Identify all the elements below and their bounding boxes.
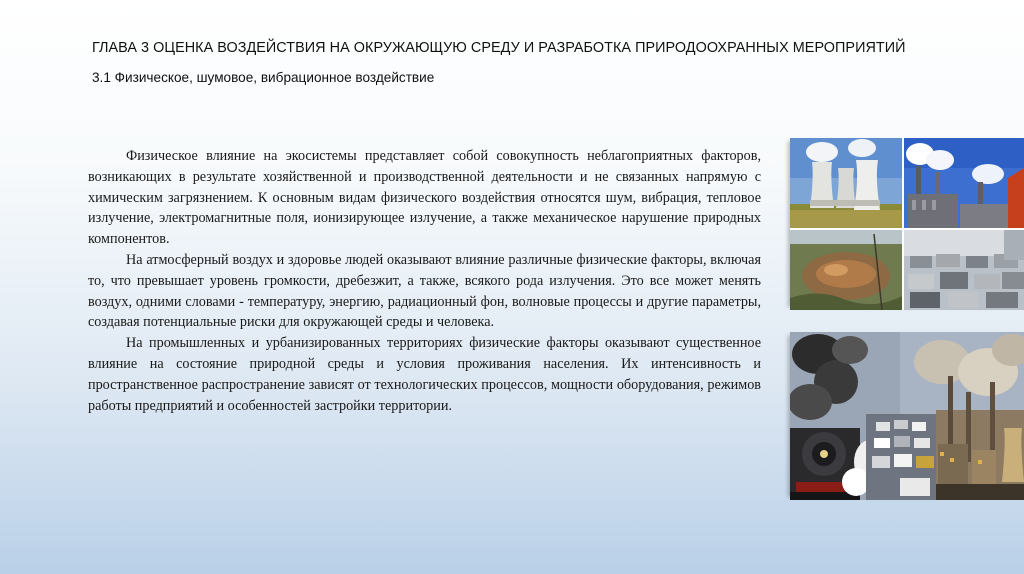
- traffic-jam-panel: [904, 230, 1024, 310]
- polluted-landscape-panel: [790, 230, 902, 310]
- paragraph-physical-impact: Физическое влияние на экосистемы представляет собой совокупность неблагоприятных факторов, возникающих в результате хозяйственной и производственной деятельности и не связанных напрямую с химическим загрязнением. К основным видам физического воздействия относятся шум, вибрация, тепловое излучение, электромагнитные поля, ионизирующее излучение, а также механическое нарушение природных компонентов.: [88, 148, 761, 248]
- slide-title: ГЛАВА 3 ОЦЕНКА ВОЗДЕЙСТВИЯ НА ОКРУЖАЮЩУЮ СРЕДУ И РАЗРАБОТКА ПРИРОДООХРАННЫХ МЕРОПРИЯТИЙ: [92, 40, 906, 56]
- city-traffic: [866, 414, 936, 500]
- paragraph-atmospheric-factors: На атмосферный воздух и здоровье людей оказывают влияние различные физические факторы, включая то, что превышает уровень громкости, дребезжит, а также, всякого рода излучения. Это все может менять воздух, одними словами - температуру, энергию, радиационный фон, волновые процессы и другие параметры, создавая потенциальные риски для окружающей среды и человека.: [88, 251, 761, 331]
- factory-smokestacks-panel: [904, 138, 1024, 228]
- slide-subtitle: 3.1 Физическое, шумовое, вибрационное воздействие: [92, 70, 435, 85]
- body-text: [88, 146, 761, 416]
- pollution-collage-photo: [790, 138, 1024, 310]
- industrial-pollution-photo: [790, 332, 1024, 500]
- cooling-towers-panel: [790, 138, 902, 228]
- paragraph-industrial-territories: На промышленных и урбанизированных территориях физические факторы оказывают существенное влияние на состояние природной среды и условия проживания населения. Их интенсивность и пространственное распространение зависят от технологических процессов, мощности оборудования, режимов работы предприятий и особенностей застройки территории.: [88, 335, 761, 414]
